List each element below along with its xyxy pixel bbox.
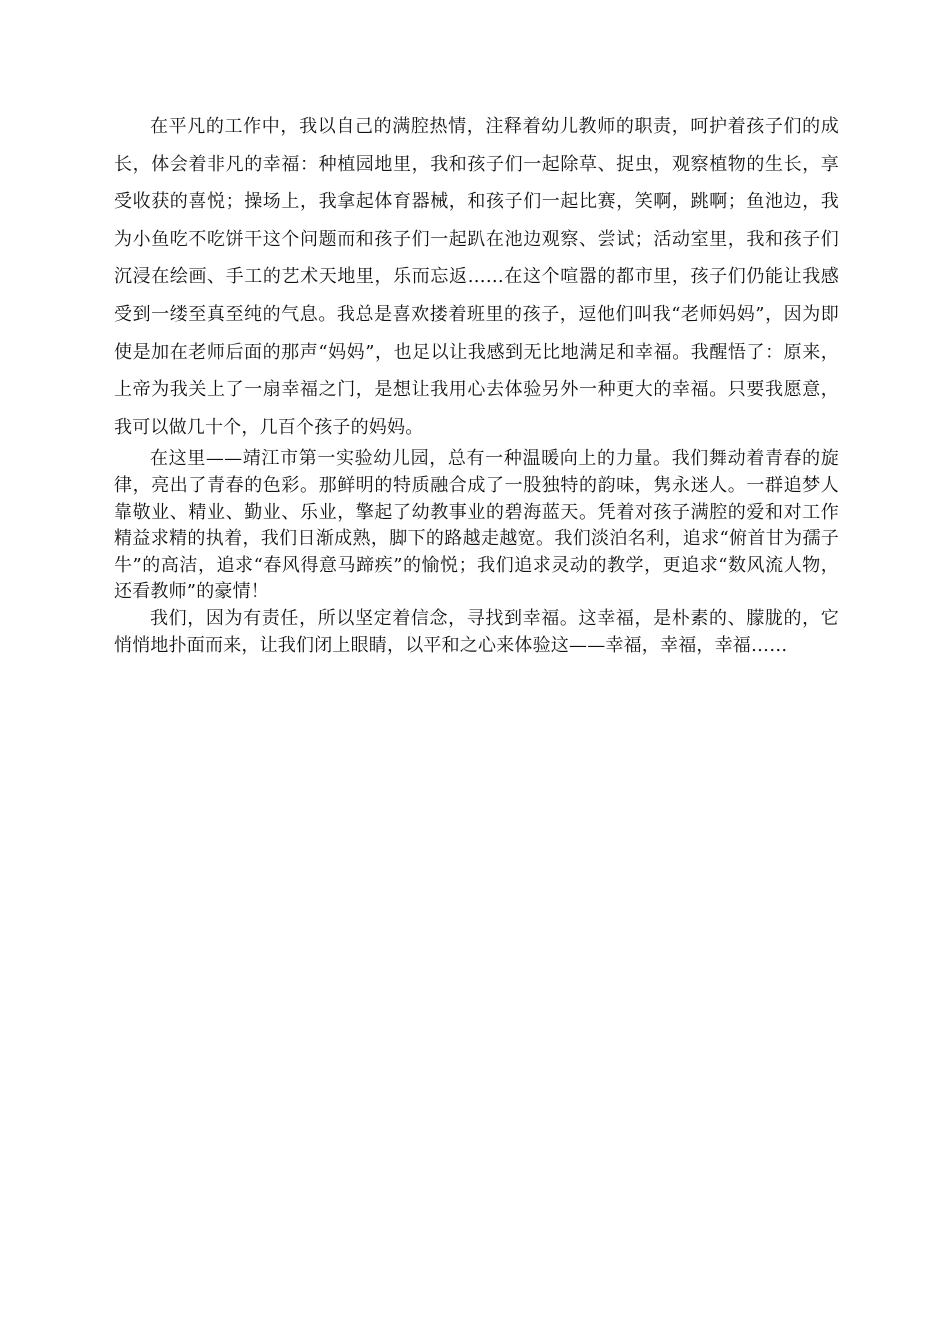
paragraph-jingjiang-kindergarten: 在这里——靖江市第一实验幼儿园，总有一种温暖向上的力量。我们舞动着青春的旋律，亮出了青春的色彩。那鲜明的特质融合成了一股独特的韵味，隽永迷人。一群追梦人靠敬业、精业、勤业、乐业，擎起了幼教事业的碧海蓝天。凭着对孩子满腔的爱和对工作精益求精的执着，我们日渐成熟，脚下的路越走越宽。我们淡泊名利，追求“俯首甘为孺子牛”的高洁，追求“春风得意马蹄疾”的愉悦；我们追求灵动的教学，更追求“数风流人物，还看教师”的豪情！	[114, 448, 839, 603]
paragraph-kindergarten-happiness: 在平凡的工作中，我以自己的满腔热情，注释着幼儿教师的职责，呵护着孩子们的成长，体会着非凡的幸福：种植园地里，我和孩子们一起除草、捉虫，观察植物的生长，享受收获的喜悦；操场上，我拿起体育器械，和孩子们一起比赛，笑啊，跳啊；鱼池边，我为小鱼吃不吃饼干这个问题而和孩子们一起趴在池边观察、尝试；活动室里，我和孩子们沉浸在绘画、手工的艺术天地里，乐而忘返……在这个喧嚣的都市里，孩子们仍能让我感受到一缕至真至纯的气息。我总是喜欢搂着班里的孩子，逗他们叫我“老师妈妈”，因为即使是加在老师后面的那声“妈妈”，也足以让我感到无比地满足和幸福。我醒悟了：原来，上帝为我关上了一扇幸福之门，是想让我用心去体验另外一种更大的幸福。只要我愿意，我可以做几十个，几百个孩子的妈妈。	[114, 116, 839, 438]
document-page	[114, 108, 839, 659]
paragraph-responsibility-happiness: 我们，因为有责任，所以坚定着信念，寻找到幸福。这幸福，是朴素的、朦胧的，它悄悄地扑面而来，让我们闭上眼睛，以平和之心来体验这——幸福，幸福，幸福……	[114, 607, 839, 656]
